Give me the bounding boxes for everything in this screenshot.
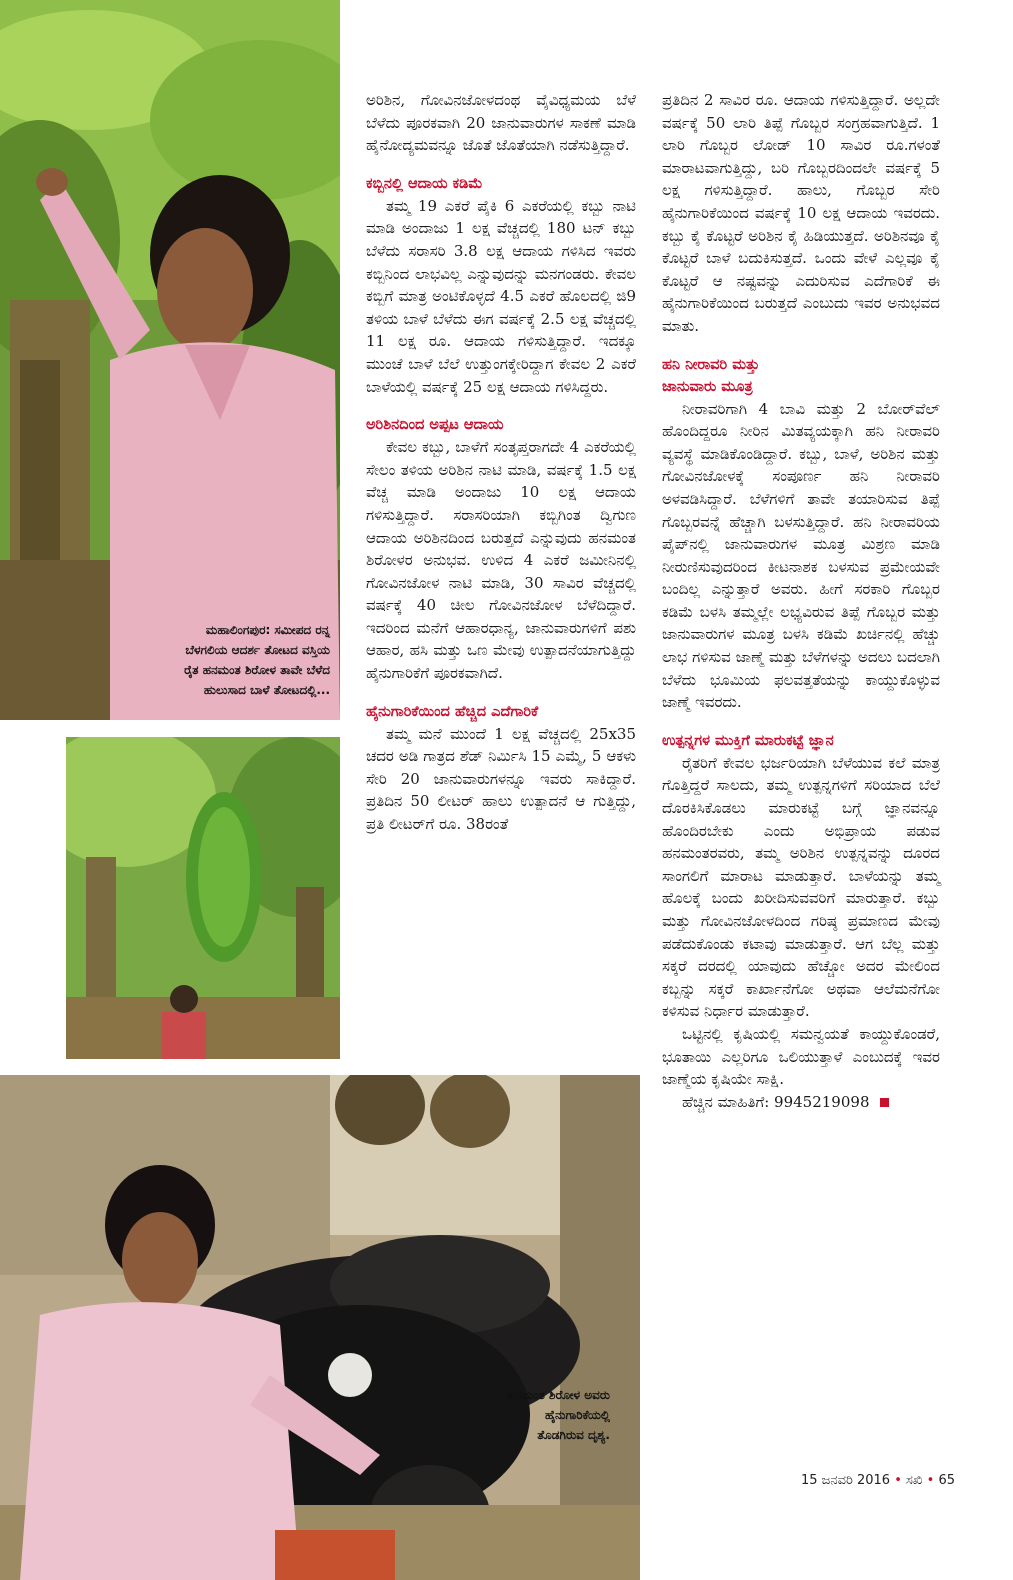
banana-bunch-photo <box>66 737 340 1059</box>
contact-line: ಹೆಚ್ಚಿನ ಮಾಹಿತಿಗೆ: 9945219098 <box>662 1091 940 1114</box>
dairy-paragraph: ತಮ್ಮ ಮನೆ ಮುಂದೆ 1 ಲಕ್ಷ ವೆಚ್ಚದಲ್ಲಿ 25x35 ಚದರ ಅಡಿ ಗಾತ್ರದ ಶೆಡ್ ನಿರ್ಮಿಸಿ 15 ಎಮ್ಮೆ, 5 ಆಕಳು ಸೇರಿ 20 ಜಾನುವಾರುಗಳನ್ನೂ ಇವರು ಸಾಕಿದ್ದಾರೆ. ಪ್ರತಿದಿನ 50 ಲೀಟರ್ ಹಾಲು ಉತ್ಪಾದನೆ ಆ ಗುತ್ತಿದ್ದು, ಪ್ರತಿ ಲೀಟರ್‌ಗೆ ರೂ. 38ರಂತೆ <box>366 724 636 834</box>
page-number: 65 <box>938 1473 955 1488</box>
conclusion-paragraph: ಒಟ್ಟಿನಲ್ಲಿ ಕೃಷಿಯಲ್ಲಿ ಸಮನ್ವಯತೆ ಕಾಯ್ದುಕೊಂಡರೆ, ಭೂತಾಯಿ ಎಲ್ಲರಿಗೂ ಒಲಿಯುತ್ತಾಳೆ ಎಂಬುದಕ್ಕೆ ಇವರ ಜಾಣ್ಮೆಯ ಕೃಷಿಯೇ ಸಾಕ್ಷಿ. <box>662 1024 940 1089</box>
end-mark-icon <box>880 1098 889 1107</box>
contact-phone: 9945219098 <box>774 1092 870 1111</box>
sugarcane-paragraph: ತಮ್ಮ 19 ಎಕರೆ ಪೈಕಿ 6 ಎಕರೆಯಲ್ಲಿ ಕಬ್ಬು ನಾಟಿ ಮಾಡಿ ಅಂದಾಜು 1 ಲಕ್ಷ ವೆಚ್ಚದಲ್ಲಿ 180 ಟನ್ ಕಬ್ಬು ಬೆಳೆದು ಸರಾಸರಿ 3.8 ಲಕ್ಷ ಆದಾಯ ಗಳಿಸಿದ ಇವರು ಕಬ್ಬಿನಿಂದ ಲಾಭವಿಲ್ಲ ಎನ್ನುವುದನ್ನು ಮನಗಂಡರು. ಕೇವಲ ಕಬ್ಬಿಗೆ ಮಾತ್ರ ಅಂಟಿಕೊಳ್ಳದೆ 4.5 ಎಕರೆ ಹೊಲದಲ್ಲಿ ಜಿ9 ತಳಿಯ ಬಾಳೆ ಬೆಳೆದು ಈಗ ವರ್ಷಕ್ಕೆ 2.5 ಲಕ್ಷ ವೆಚ್ಚದಲ್ಲಿ 11 ಲಕ್ಷ ರೂ. ಆದಾಯ ಗಳಿಸುತ್ತಿದ್ದಾರೆ. ಇದಕ್ಕೂ ಮುಂಚೆ ಬಾಳೆ ಬೆಲೆ ಉತ್ತುಂಗಕ್ಕೇರಿದ್ದಾಗ ಕೇವಲ 2 ಎಕರೆ ಬಾಳೆಯಲ್ಲಿ ವರ್ಷಕ್ಕೆ 25 ಲಕ್ಷ ಆದಾಯ ಗಳಿಸಿದ್ದರು. <box>366 196 636 396</box>
turmeric-paragraph: ಕೇವಲ ಕಬ್ಬು, ಬಾಳೆಗೆ ಸಂತೃಪ್ತರಾಗದೇ 4 ಎಕರೆಯಲ್ಲಿ ಸೇಲಂ ತಳಿಯ ಅರಿಶಿನ ನಾಟಿ ಮಾಡಿ, ವರ್ಷಕ್ಕೆ 1.5 ಲಕ್ಷ ವೆಚ್ಚ ಮಾಡಿ ಅಂದಾಜು 10 ಲಕ್ಷ ಆದಾಯ ಗಳಿಸುತ್ತಿದ್ದಾರೆ. ಸರಾಸರಿಯಾಗಿ ಕಬ್ಬಿಗಿಂತ ದ್ವಿಗುಣ ಆದಾಯ ಅರಿಶಿನದಿಂದ ಬರುತ್ತದೆ ಎನ್ನುವುದು ಹನಮಂತ ಶಿರೋಳರ ಅನುಭವ. ಉಳಿದ 4 ಎಕರೆ ಜಮೀನಿನಲ್ಲಿ ಗೋವಿನಜೋಳ ನಾಟಿ ಮಾಡಿ, 30 ಸಾವಿರ ವೆಚ್ಚದಲ್ಲಿ ವರ್ಷಕ್ಕೆ 40 ಚೀಲ ಗೋವಿನಜೋಳ ಬೆಳೆದಿದ್ದಾರೆ. ಇದರಿಂದ ಮನೆಗೆ ಆಹಾರಧಾನ್ಯ, ಜಾನುವಾರುಗಳಿಗೆ ಪಶು ಆಹಾರ, ಹಸಿ ಮತ್ತು ಒಣ ಮೇವು ಉತ್ಪಾದನೆಯಾಗುತ್ತಿದ್ದು ಹೈನುಗಾರಿಕೆಗೆ ಪೂರಕವಾಗಿದೆ. <box>366 438 636 683</box>
heading-market: ಉತ್ಪನ್ನಗಳ ಮುಕ್ತಿಗೆ ಮಾರುಕಟ್ಟೆ ಜ್ಞಾನ <box>662 732 834 749</box>
irrigation-paragraph: ನೀರಾವರಿಗಾಗಿ 4 ಬಾವಿ ಮತ್ತು 2 ಬೋರ್‌ವೆಲ್ ಹೊಂದಿದ್ದರೂ ನೀರಿನ ಮಿತವ್ಯಯಕ್ಕಾಗಿ ಹನಿ ನೀರಾವರಿ ವ್ಯವಸ್ಥೆ ಮಾಡಿಕೊಂಡಿದ್ದಾರೆ. ಕಬ್ಬು, ಬಾಳೆ, ಅರಿಶಿನ ಮತ್ತು ಗೋವಿನಜೋಳಕ್ಕೆ ಸಂಪೂರ್ಣ ಹನಿ ನೀರಾವರಿ ಅಳವಡಿಸಿದ್ದಾರೆ. ಬೆಳೆಗಳಿಗೆ ತಾವೇ ತಯಾರಿಸುವ ತಿಪ್ಪೆ ಗೊಬ್ಬರವನ್ನೆ ಹೆಚ್ಚಾಗಿ ಬಳಸುತ್ತಿದ್ದಾರೆ. ಹನಿ ನೀರಾವರಿಯ ಪೈಪ್‌ನಲ್ಲಿ ಜಾನುವಾರುಗಳ ಮೂತ್ರ ಮಿಶ್ರಣ ಮಾಡಿ ನೀರುಣಿಸುವುದರಿಂದ ಕೀಟನಾಶಕ ಬಳಸುವ ಪ್ರಮೇಯವೇ ಬಂದಿಲ್ಲ ಎನ್ನುತ್ತಾರೆ ಅವರು. ಹೀಗೆ ಸರಕಾರಿ ಗೊಬ್ಬರ ಕಡಿಮೆ ಬಳಸಿ ತಮ್ಮಲ್ಲೇ ಲಭ್ಯವಿರುವ ತಿಪ್ಪೆ ಗೊಬ್ಬರ ಮತ್ತು ಜಾನುವಾರುಗಳ ಮೂತ್ರ ಬಳಸಿ ಕಡಿಮೆ ಖರ್ಚಿನಲ್ಲಿ ಹೆಚ್ಚು ಲಾಭ ಗಳಿಸುವ ಜಾಣ್ಮೆ ಮತ್ತು ಬೆಳೆಗಳನ್ನು ಅದಲು ಬದಲಾಗಿ ಬೆಳೆದು ಭೂಮಿಯ ಫಲವತ್ತತೆಯನ್ನು ಕಾಯ್ದುಕೊಳ್ಳುವ ಜಾಣ್ಮೆ ಇವರದು. <box>662 399 940 712</box>
heading-irrigation: ಹನಿ ನೀರಾವರಿ ಮತ್ತು ಜಾನುವಾರು ಮೂತ್ರ <box>662 356 760 395</box>
heading-turmeric: ಅರಿಶಿನದಿಂದ ಅಪ್ಪಟ ಆದಾಯ <box>366 417 504 434</box>
heading-sugarcane: ಕಬ್ಬಿನಲ್ಲಿ ಆದಾಯ ಕಡಿಮೆ <box>366 175 483 192</box>
footer-date: 15 ಜನವರಿ 2016 <box>800 1473 891 1488</box>
article-column-2 <box>662 89 940 1113</box>
dairy-caption: ಹನಮಂತ ಶಿರೋಳ ಅವರು ಹೈನುಗಾರಿಕೆಯಲ್ಲಿ ತೊಡಗಿರುವ ದೃಶ್ಯ. <box>506 1388 610 1442</box>
article-column-1 <box>366 89 636 836</box>
dairy-shed-photo <box>0 1075 640 1580</box>
market-paragraph: ರೈತರಿಗೆ ಕೇವಲ ಭರ್ಜರಿಯಾಗಿ ಬೆಳೆಯುವ ಕಲೆ ಮಾತ್ರ ಗೊತ್ತಿದ್ದರೆ ಸಾಲದು, ತಮ್ಮ ಉತ್ಪನ್ನಗಳಿಗೆ ಸರಿಯಾದ ಬೆಲೆ ದೊರಕಿಸಿಕೊಡಲು ಮಾರುಕಟ್ಟೆ ಬಗ್ಗೆ ಜ್ಞಾನವನ್ನೂ ಹೊಂದಿರಬೇಕು ಎಂದು ಅಭಿಪ್ರಾಯ ಪಡುವ ಹನಮಂತರವರು, ತಮ್ಮ ಅರಿಶಿನ ಉತ್ಪನ್ನವನ್ನು ದೂರದ ಸಾಂಗಲಿಗೆ ಮಾರಾಟ ಮಾಡುತ್ತಾರೆ. ಬಾಳೆಯನ್ನು ತಮ್ಮ ಹೊಲಕ್ಕೆ ಬಂದು ಖರೀದಿಸುವವರಿಗೆ ಮಾರುತ್ತಾರೆ. ಕಬ್ಬು ಮತ್ತು ಗೋವಿನಜೋಳದಿಂದ ಗರಿಷ್ಠ ಪ್ರಮಾಣದ ಮೇವು ಪಡೆದುಕೊಂಡು ಕಟಾವು ಮಾಡುತ್ತಾರೆ. ಆಗ ಬೆಲ್ಲ ಮತ್ತು ಸಕ್ಕರೆ ದರದಲ್ಲಿ ಯಾವುದು ಹೆಚ್ಚೋ ಅದರ ಮೇಲಿಂದ ಕಬ್ಬನ್ನು ಸಕ್ಕರೆ ಕಾರ್ಖಾನೆಗೋ ಅಥವಾ ಆಲೆಮನೆಗೋ ಕಳಿಸುವ ನಿರ್ಧಾರ ಮಾಡುತ್ತಾರೆ. <box>662 753 940 1021</box>
banana-farm-photo <box>0 0 340 720</box>
footer-magazine: ಸಖಿ <box>906 1473 923 1488</box>
page-footer: 15 ಜನವರಿ 2016 • ಸಖಿ • 65 <box>800 1473 955 1488</box>
continued-paragraph: ಪ್ರತಿದಿನ 2 ಸಾವಿರ ರೂ. ಆದಾಯ ಗಳಿಸುತ್ತಿದ್ದಾರೆ. ಅಲ್ಲದೇ ವರ್ಷಕ್ಕೆ 50 ಲಾರಿ ತಿಪ್ಪೆ ಗೊಬ್ಬರ ಸಂಗ್ರಹವಾಗುತ್ತಿದೆ. 1 ಲಾರಿ ಗೊಬ್ಬರ ಲೋಡ್ 10 ಸಾವಿರ ರೂ.ಗಳಂತೆ ಮಾರಾಟವಾಗುತ್ತಿದ್ದು, ಬರಿ ಗೊಬ್ಬರದಿಂದಲೇ ವರ್ಷಕ್ಕೆ 5 ಲಕ್ಷ ಗಳಿಸುತ್ತಿದ್ದಾರೆ. ಹಾಲು, ಗೊಬ್ಬರ ಸೇರಿ ಹೈನುಗಾರಿಕೆಯಿಂದ ವರ್ಷಕ್ಕೆ 10 ಲಕ್ಷ ಆದಾಯ ಇವರದು. ಕಬ್ಬು ಕೈ ಕೊಟ್ಟರೆ ಅರಿಶಿನ ಕೈ ಹಿಡಿಯುತ್ತದೆ. ಅರಿಶಿನವೂ ಕೈ ಕೊಟ್ಟರೆ ಬಾಳೆ ಬದುಕಿಸುತ್ತದೆ. ಒಂದು ವೇಳೆ ಎಲ್ಲವೂ ಕೈ ಕೊಟ್ಟರೆ ಆ ನಷ್ಟವನ್ನು ಎದುರಿಸುವ ಎದೆಗಾರಿಕೆ ಈ ಹೈನುಗಾರಿಕೆಯಿಂದ ಬರುತ್ತದೆ ಎಂಬುದು ಇವರ ಅನುಭವದ ಮಾತು. <box>662 91 941 335</box>
intro-paragraph: ಅರಿಶಿನ, ಗೋವಿನಜೋಳದಂಥ ವೈವಿಧ್ಯಮಯ ಬೆಳೆ ಬೆಳೆದು ಪೂರಕವಾಗಿ 20 ಜಾನುವಾರುಗಳ ಸಾಕಣೆ ಮಾಡಿ ಹೈನೋದ್ಯಮವನ್ನೂ ಜೊತೆ ಜೊತೆಯಾಗಿ ನಡೆಸುತ್ತಿದ್ದಾರೆ. <box>366 91 636 155</box>
heading-dairy: ಹೈನುಗಾರಿಕೆಯಿಂದ ಹೆಚ್ಚಿದ ಎದೆಗಾರಿಕೆ <box>366 703 539 720</box>
banana-farm-caption: ಮಹಾಲಿಂಗಪುರ: ಸಮೀಪದ ರನ್ನ ಬೆಳಗಲಿಯ ಆದರ್ಶ ತೋಟದ ವಸ್ತಿಯ ರೈತ ಹನಮಂತ ಶಿರೋಳ ತಾವೇ ಬೆಳೆದ ಹುಲುಸಾದ ಬಾಳೆ ತೋಟದಲ್ಲಿ... <box>184 623 330 697</box>
